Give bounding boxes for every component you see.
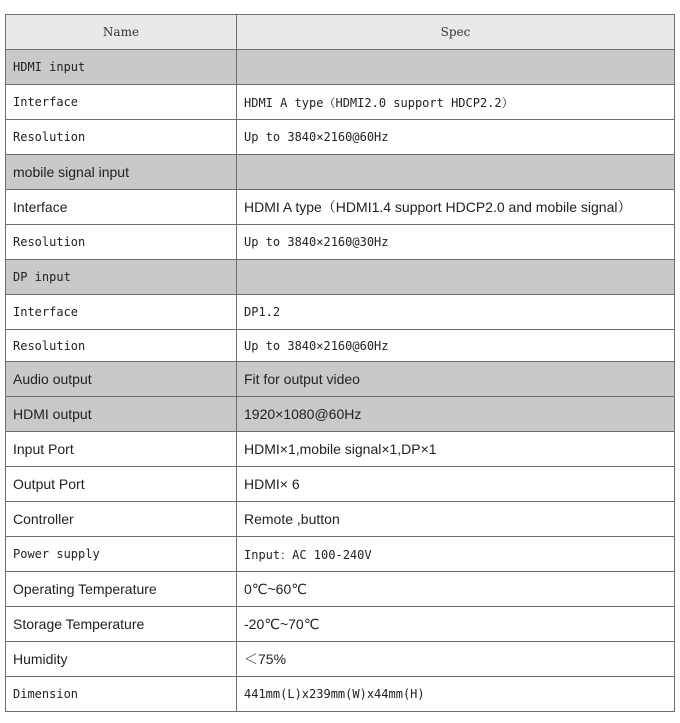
row-spec: HDMI×1,mobile signal×1,DP×1 [237, 432, 675, 467]
table-row [6, 225, 675, 260]
row-name: Power supply [6, 537, 237, 572]
table-row [6, 85, 675, 120]
row-spec: Up to 3840×2160@30Hz [237, 225, 675, 260]
row-name: HDMI input [6, 50, 237, 85]
row-spec: 1920×1080@60Hz [237, 397, 675, 432]
header-name: Name [6, 15, 237, 50]
row-name: Humidity [6, 642, 237, 677]
row-spec: Up to 3840×2160@60Hz [237, 120, 675, 155]
table-row [6, 467, 675, 502]
table-row [6, 502, 675, 537]
row-spec: Fit for output video [237, 362, 675, 397]
row-spec [237, 260, 675, 295]
table-row [6, 330, 675, 362]
table-row [6, 190, 675, 225]
table-row [6, 50, 675, 85]
table-row [6, 642, 675, 677]
row-spec: Input：AC 100-240V [237, 537, 675, 572]
row-name: HDMI output [6, 397, 237, 432]
table-row [6, 677, 675, 712]
row-name: Input Port [6, 432, 237, 467]
row-name: Dimension [6, 677, 237, 712]
row-spec: 0℃~60℃ [237, 572, 675, 607]
row-name: Interface [6, 190, 237, 225]
row-name: Operating Temperature [6, 572, 237, 607]
row-spec [237, 155, 675, 190]
row-spec: HDMI× 6 [237, 467, 675, 502]
table-row [6, 120, 675, 155]
row-spec [237, 50, 675, 85]
row-name: Resolution [6, 225, 237, 260]
spec-table [5, 14, 675, 712]
row-name: Output Port [6, 467, 237, 502]
table-row [6, 572, 675, 607]
table-row [6, 260, 675, 295]
row-spec: Remote ,button [237, 502, 675, 537]
row-spec: HDMI A type（HDMI2.0 support HDCP2.2） [237, 85, 675, 120]
row-name: DP input [6, 260, 237, 295]
row-spec: DP1.2 [237, 295, 675, 330]
row-spec: Up to 3840×2160@60Hz [237, 330, 675, 362]
row-name: Interface [6, 85, 237, 120]
row-spec: ＜75% [237, 642, 675, 677]
row-name: Resolution [6, 330, 237, 362]
table-row [6, 397, 675, 432]
table-header-row [6, 15, 675, 50]
row-name: Storage Temperature [6, 607, 237, 642]
row-spec: -20℃~70℃ [237, 607, 675, 642]
table-row [6, 537, 675, 572]
row-name: Controller [6, 502, 237, 537]
row-spec: 441mm(L)x239mm(W)x44mm(H) [237, 677, 675, 712]
table-row [6, 295, 675, 330]
row-name: mobile signal input [6, 155, 237, 190]
table-row [6, 155, 675, 190]
table-row [6, 607, 675, 642]
row-name: Resolution [6, 120, 237, 155]
row-name: Interface [6, 295, 237, 330]
table-row [6, 432, 675, 467]
row-spec: HDMI A type（HDMI1.4 support HDCP2.0 and mobile signal） [237, 190, 675, 225]
row-name: Audio output [6, 362, 237, 397]
table-row [6, 362, 675, 397]
header-spec: Spec [237, 15, 675, 50]
